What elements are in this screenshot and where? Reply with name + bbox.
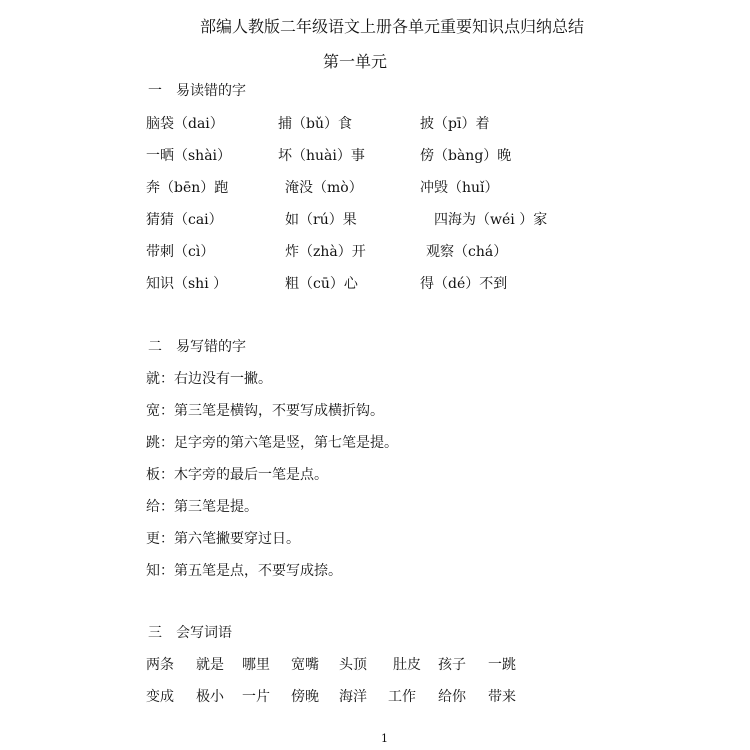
word-item: 傍晚 bbox=[291, 689, 319, 705]
word-item: 哪里 bbox=[242, 657, 270, 673]
word-item: 一跳 bbox=[488, 657, 516, 673]
pinyin-item: 冲毁（huǐ） bbox=[420, 180, 499, 196]
list-item: 板：木字旁的最后一笔是点。 bbox=[146, 467, 328, 483]
word-item: 孩子 bbox=[438, 657, 466, 673]
word-item: 宽嘴 bbox=[291, 657, 319, 673]
word-item: 给你 bbox=[438, 689, 466, 705]
document-title: 部编人教版二年级语文上册各单元重要知识点归纳总结 bbox=[200, 17, 585, 36]
pinyin-item: 炸（zhà）开 bbox=[285, 244, 366, 260]
pinyin-item: 淹没（mò） bbox=[285, 180, 363, 196]
unit-title: 第一单元 bbox=[323, 52, 388, 71]
pinyin-item: 粗（cū）心 bbox=[285, 276, 358, 292]
list-item: 宽：第三笔是横钩，不要写成横折钩。 bbox=[146, 403, 384, 419]
section3-heading: 三 会写词语 bbox=[148, 625, 232, 641]
word-item: 两条 bbox=[146, 657, 174, 673]
word-item: 变成 bbox=[146, 689, 174, 705]
word-item: 就是 bbox=[196, 657, 224, 673]
pinyin-item: 坏（huài）事 bbox=[278, 148, 365, 164]
pinyin-item: 一晒（shài） bbox=[146, 148, 232, 164]
word-item: 一片 bbox=[242, 689, 270, 705]
pinyin-item: 带刺（cì） bbox=[146, 244, 215, 260]
list-item: 给：第三笔是提。 bbox=[146, 499, 258, 515]
list-item: 就：右边没有一撇。 bbox=[146, 371, 272, 387]
pinyin-item: 脑袋（dai） bbox=[146, 116, 224, 132]
page-number: 1 bbox=[381, 732, 388, 745]
section1-heading: 一 易读错的字 bbox=[148, 83, 246, 99]
pinyin-item: 知识（shi ） bbox=[146, 276, 228, 292]
word-item: 海洋 bbox=[339, 689, 367, 705]
pinyin-item: 捕（bǔ）食 bbox=[278, 116, 352, 132]
list-item: 更：第六笔撇要穿过日。 bbox=[146, 531, 300, 547]
pinyin-item: 观察（chá） bbox=[426, 244, 508, 260]
word-item: 工作 bbox=[388, 689, 416, 705]
list-item: 知：第五笔是点，不要写成捺。 bbox=[146, 563, 342, 579]
pinyin-item: 如（rú）果 bbox=[285, 212, 357, 228]
pinyin-item: 猜猜（cai） bbox=[146, 212, 223, 228]
word-item: 肚皮 bbox=[393, 657, 421, 673]
pinyin-item: 披（pī）着 bbox=[420, 116, 490, 132]
pinyin-item: 四海为（wéi ）家 bbox=[434, 212, 548, 228]
section2-heading: 二 易写错的字 bbox=[148, 339, 246, 355]
pinyin-item: 奔（bēn）跑 bbox=[146, 180, 229, 196]
pinyin-item: 傍（bàng）晚 bbox=[420, 148, 512, 164]
word-item: 带来 bbox=[488, 689, 516, 705]
list-item: 跳：足字旁的第六笔是竖，第七笔是提。 bbox=[146, 435, 398, 451]
word-item: 头顶 bbox=[339, 657, 367, 673]
word-item: 极小 bbox=[196, 689, 224, 705]
pinyin-item: 得（dé）不到 bbox=[420, 276, 508, 292]
